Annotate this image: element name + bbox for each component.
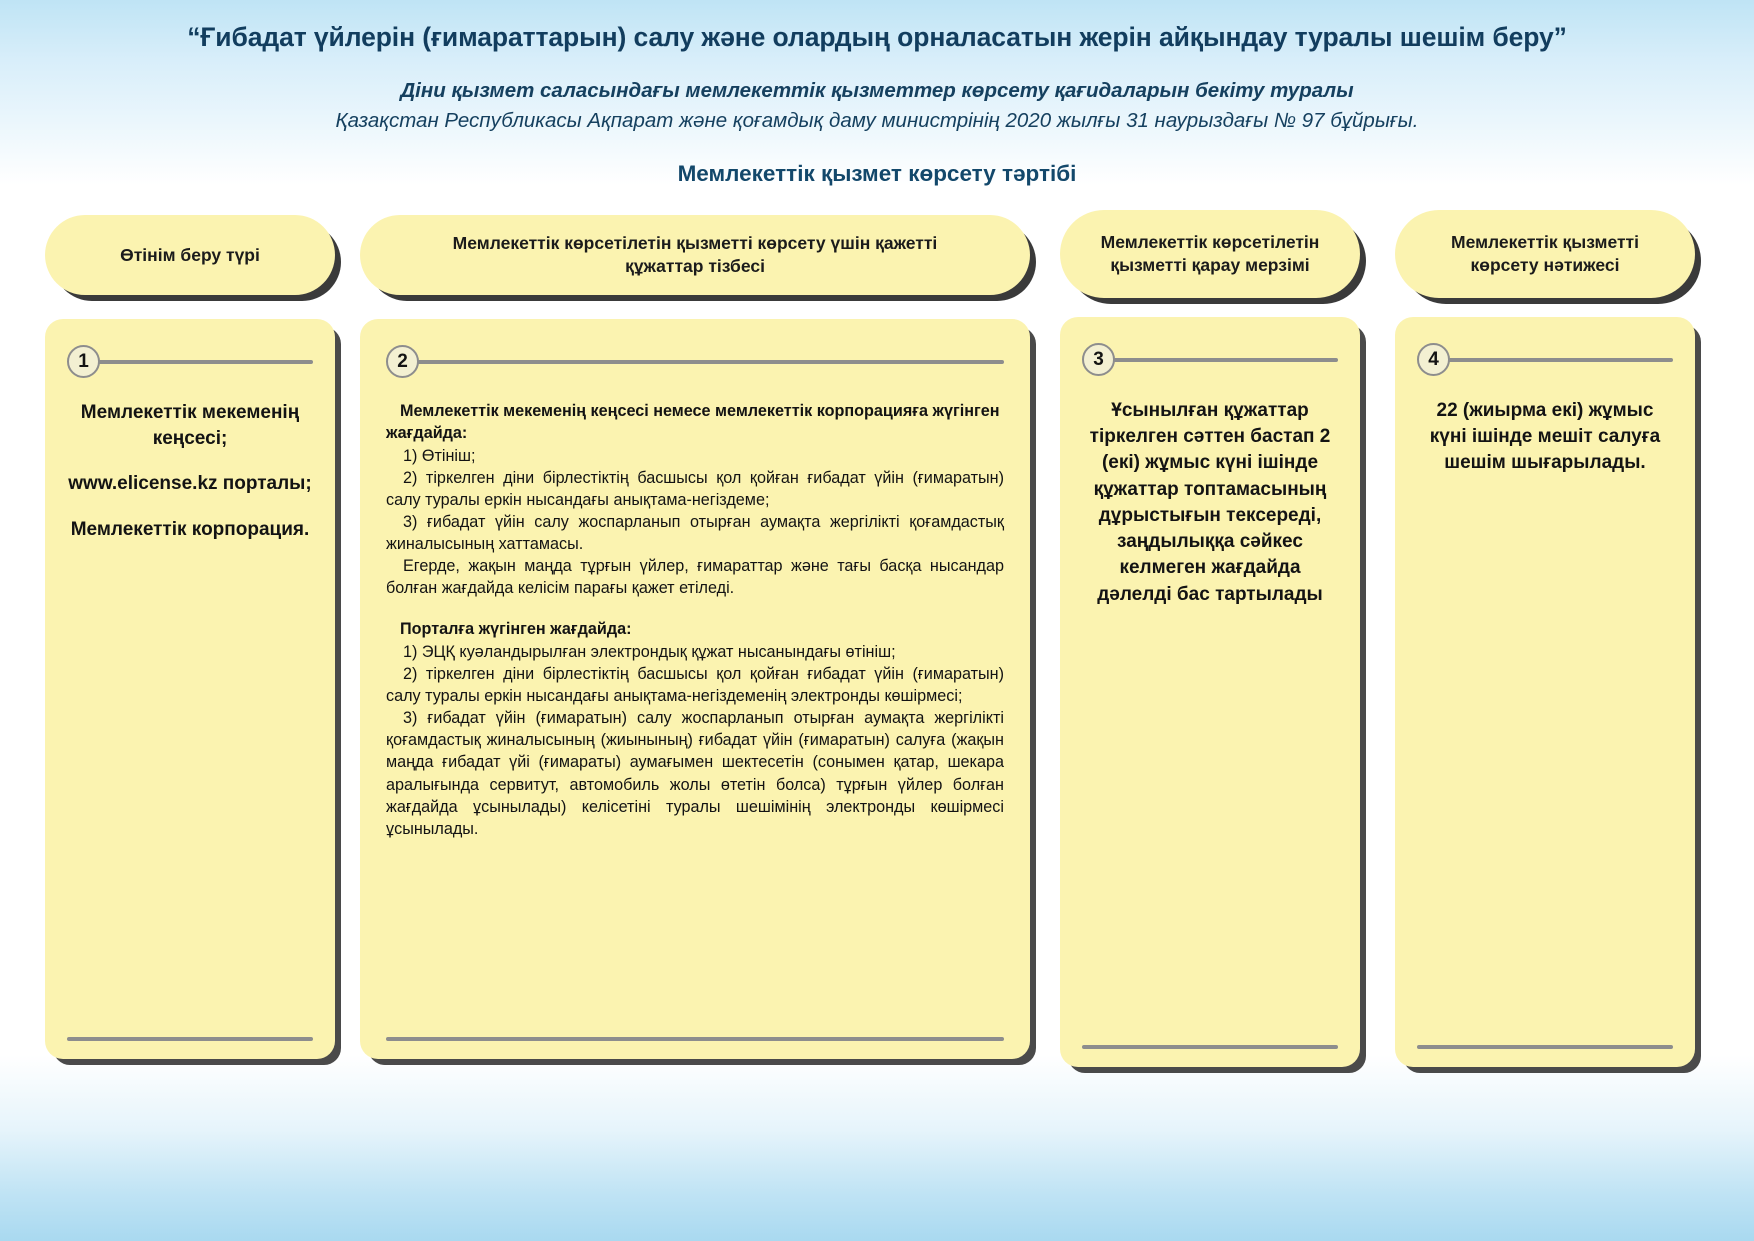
column-2-block1-lead: Мемлекеттік мекеменің кеңсесі немесе мемлекеттік корпорацияға жүгінген жағдайда: xyxy=(386,402,1000,443)
column-4-step-row xyxy=(1417,343,1673,376)
column-3-card xyxy=(1060,317,1360,1067)
column-2-block1-item: 3) ғибадат үйін салу жоспарланып отырған аумақта жергілікті қоғамдастық жиналысының хаттамасы. xyxy=(386,513,1004,554)
step-badge-2: 2 xyxy=(386,345,419,378)
column-3-header-label: Мемлекеттік көрсетілетін қызметті қарау мерзімі xyxy=(1100,232,1320,275)
column-1-body xyxy=(67,400,313,543)
subtitle-line-2: Қазақстан Республикасы Ақпарат және қоғамдық даму министрінің 2020 жылғы 31 наурыздағы № 97 бұйрығы. xyxy=(335,108,1419,132)
column-1-paragraph: Мемлекеттік корпорация. xyxy=(70,518,310,540)
column-1-card xyxy=(45,319,335,1059)
step-line-2 xyxy=(415,360,1004,364)
section-heading: Мемлекеттік қызмет көрсету тәртібі xyxy=(677,161,1077,187)
column-3-body xyxy=(1082,398,1338,608)
column-2-block2-item: 3) ғибадат үйін (ғимаратын) салу жоспарланып отырған аумақта жергілікті қоғамдастық жиналысының (жиынының) ғибадат үйін (ғимаратын) салуға (жақын маңда ғибадат үйі (ғимараты) аумағымен шектесетін (сонымен қатар, шекара аралығында сервитут, автомобиль жолы өтетін болса) тұрғын үйлер болған жағдайда ұсынылады) келісетіні туралы шешімінің электронды көшірмесі ұсынылады. xyxy=(386,709,1004,838)
column-1-header-pill xyxy=(45,215,335,295)
column-3-paragraph: Ұсынылған құжаттар тіркелген сәттен бастап 2 (екі) жұмыс күні ішінде құжаттар топтамасының дұрыстығын тексереді, заңдылыққа сәйкес келмеген жағдайда дәлелді бас тартылады xyxy=(1089,400,1331,605)
column-2-header-label: Мемлекеттік көрсетілетін қызметті көрсету үшін қажетті құжаттар тізбесі xyxy=(452,233,938,276)
column-4-card xyxy=(1395,317,1695,1067)
column-2-block2-item: 2) тіркелген діни бірлестіктің басшысы қол қойған ғибадат үйін (ғимаратын) салу туралы еркін нысандағы анықтама-негіздеменің электронды көшірмесі; xyxy=(386,665,1004,706)
column-2-step-row xyxy=(386,345,1004,378)
column-2-block1-note: Егерде, жақын маңда тұрғын үйлер, ғимараттар және тағы басқа нысандар болған жағдайда келісім парағы қажет етіледі. xyxy=(386,557,1004,598)
column-4-bottom-rule xyxy=(1417,1045,1673,1049)
column-3 xyxy=(1060,210,1360,1067)
column-2-body xyxy=(386,400,1004,840)
step-badge-1: 1 xyxy=(67,345,100,378)
step-badge-3: 3 xyxy=(1082,343,1115,376)
page-title: “Ғибадат үйлерін (ғимараттарын) салу және олардың орналасатын жерін айқындау туралы шешім беру” xyxy=(187,22,1567,52)
step-line-3 xyxy=(1111,358,1338,362)
column-3-bottom-rule xyxy=(1082,1045,1338,1049)
column-2-block1-item: 1) Өтініш; xyxy=(403,447,476,466)
column-2-block1-item: 2) тіркелген діни бірлестіктің басшысы қол қойған ғибадат үйін (ғимаратын) салу туралы еркін нысандағы анықтама-негіздеме; xyxy=(386,469,1004,510)
step-line-1 xyxy=(96,360,313,364)
column-4 xyxy=(1395,210,1695,1067)
step-badge-4: 4 xyxy=(1417,343,1450,376)
column-2-block2-lead: Порталға жүгінген жағдайда: xyxy=(400,620,632,639)
column-2-card xyxy=(360,319,1030,1059)
column-1-step-row xyxy=(67,345,313,378)
column-2-header-pill xyxy=(360,215,1030,295)
column-4-header-label: Мемлекеттік қызметті көрсету нәтижесі xyxy=(1451,232,1639,275)
column-4-header-pill xyxy=(1395,210,1695,298)
column-2 xyxy=(360,215,1030,1059)
column-1-paragraph: Мемлекеттік мекеменің кеңсесі; xyxy=(80,402,300,450)
subtitle-line-1: Діни қызмет саласындағы мемлекеттік қызметтер көрсету қағидаларын бекіту туралы xyxy=(400,78,1354,102)
column-1 xyxy=(45,215,335,1059)
column-2-bottom-rule xyxy=(386,1037,1004,1041)
column-1-paragraph: www.elicense.kz порталы; xyxy=(68,473,312,495)
column-2-block2-item: 1) ЭЦҚ куәландырылған электрондық құжат нысанындағы өтініш; xyxy=(403,643,896,662)
step-line-4 xyxy=(1446,358,1673,362)
column-3-step-row xyxy=(1082,343,1338,376)
column-3-header-pill xyxy=(1060,210,1360,298)
column-2-spacer xyxy=(386,599,1004,618)
column-4-paragraph: 22 (жиырма екі) жұмыс күні ішінде мешіт салуға шешім шығарылады. xyxy=(1429,400,1661,474)
column-1-bottom-rule xyxy=(67,1037,313,1041)
column-1-header-label: Өтінім беру түрі xyxy=(120,244,260,265)
column-4-body xyxy=(1417,398,1673,477)
